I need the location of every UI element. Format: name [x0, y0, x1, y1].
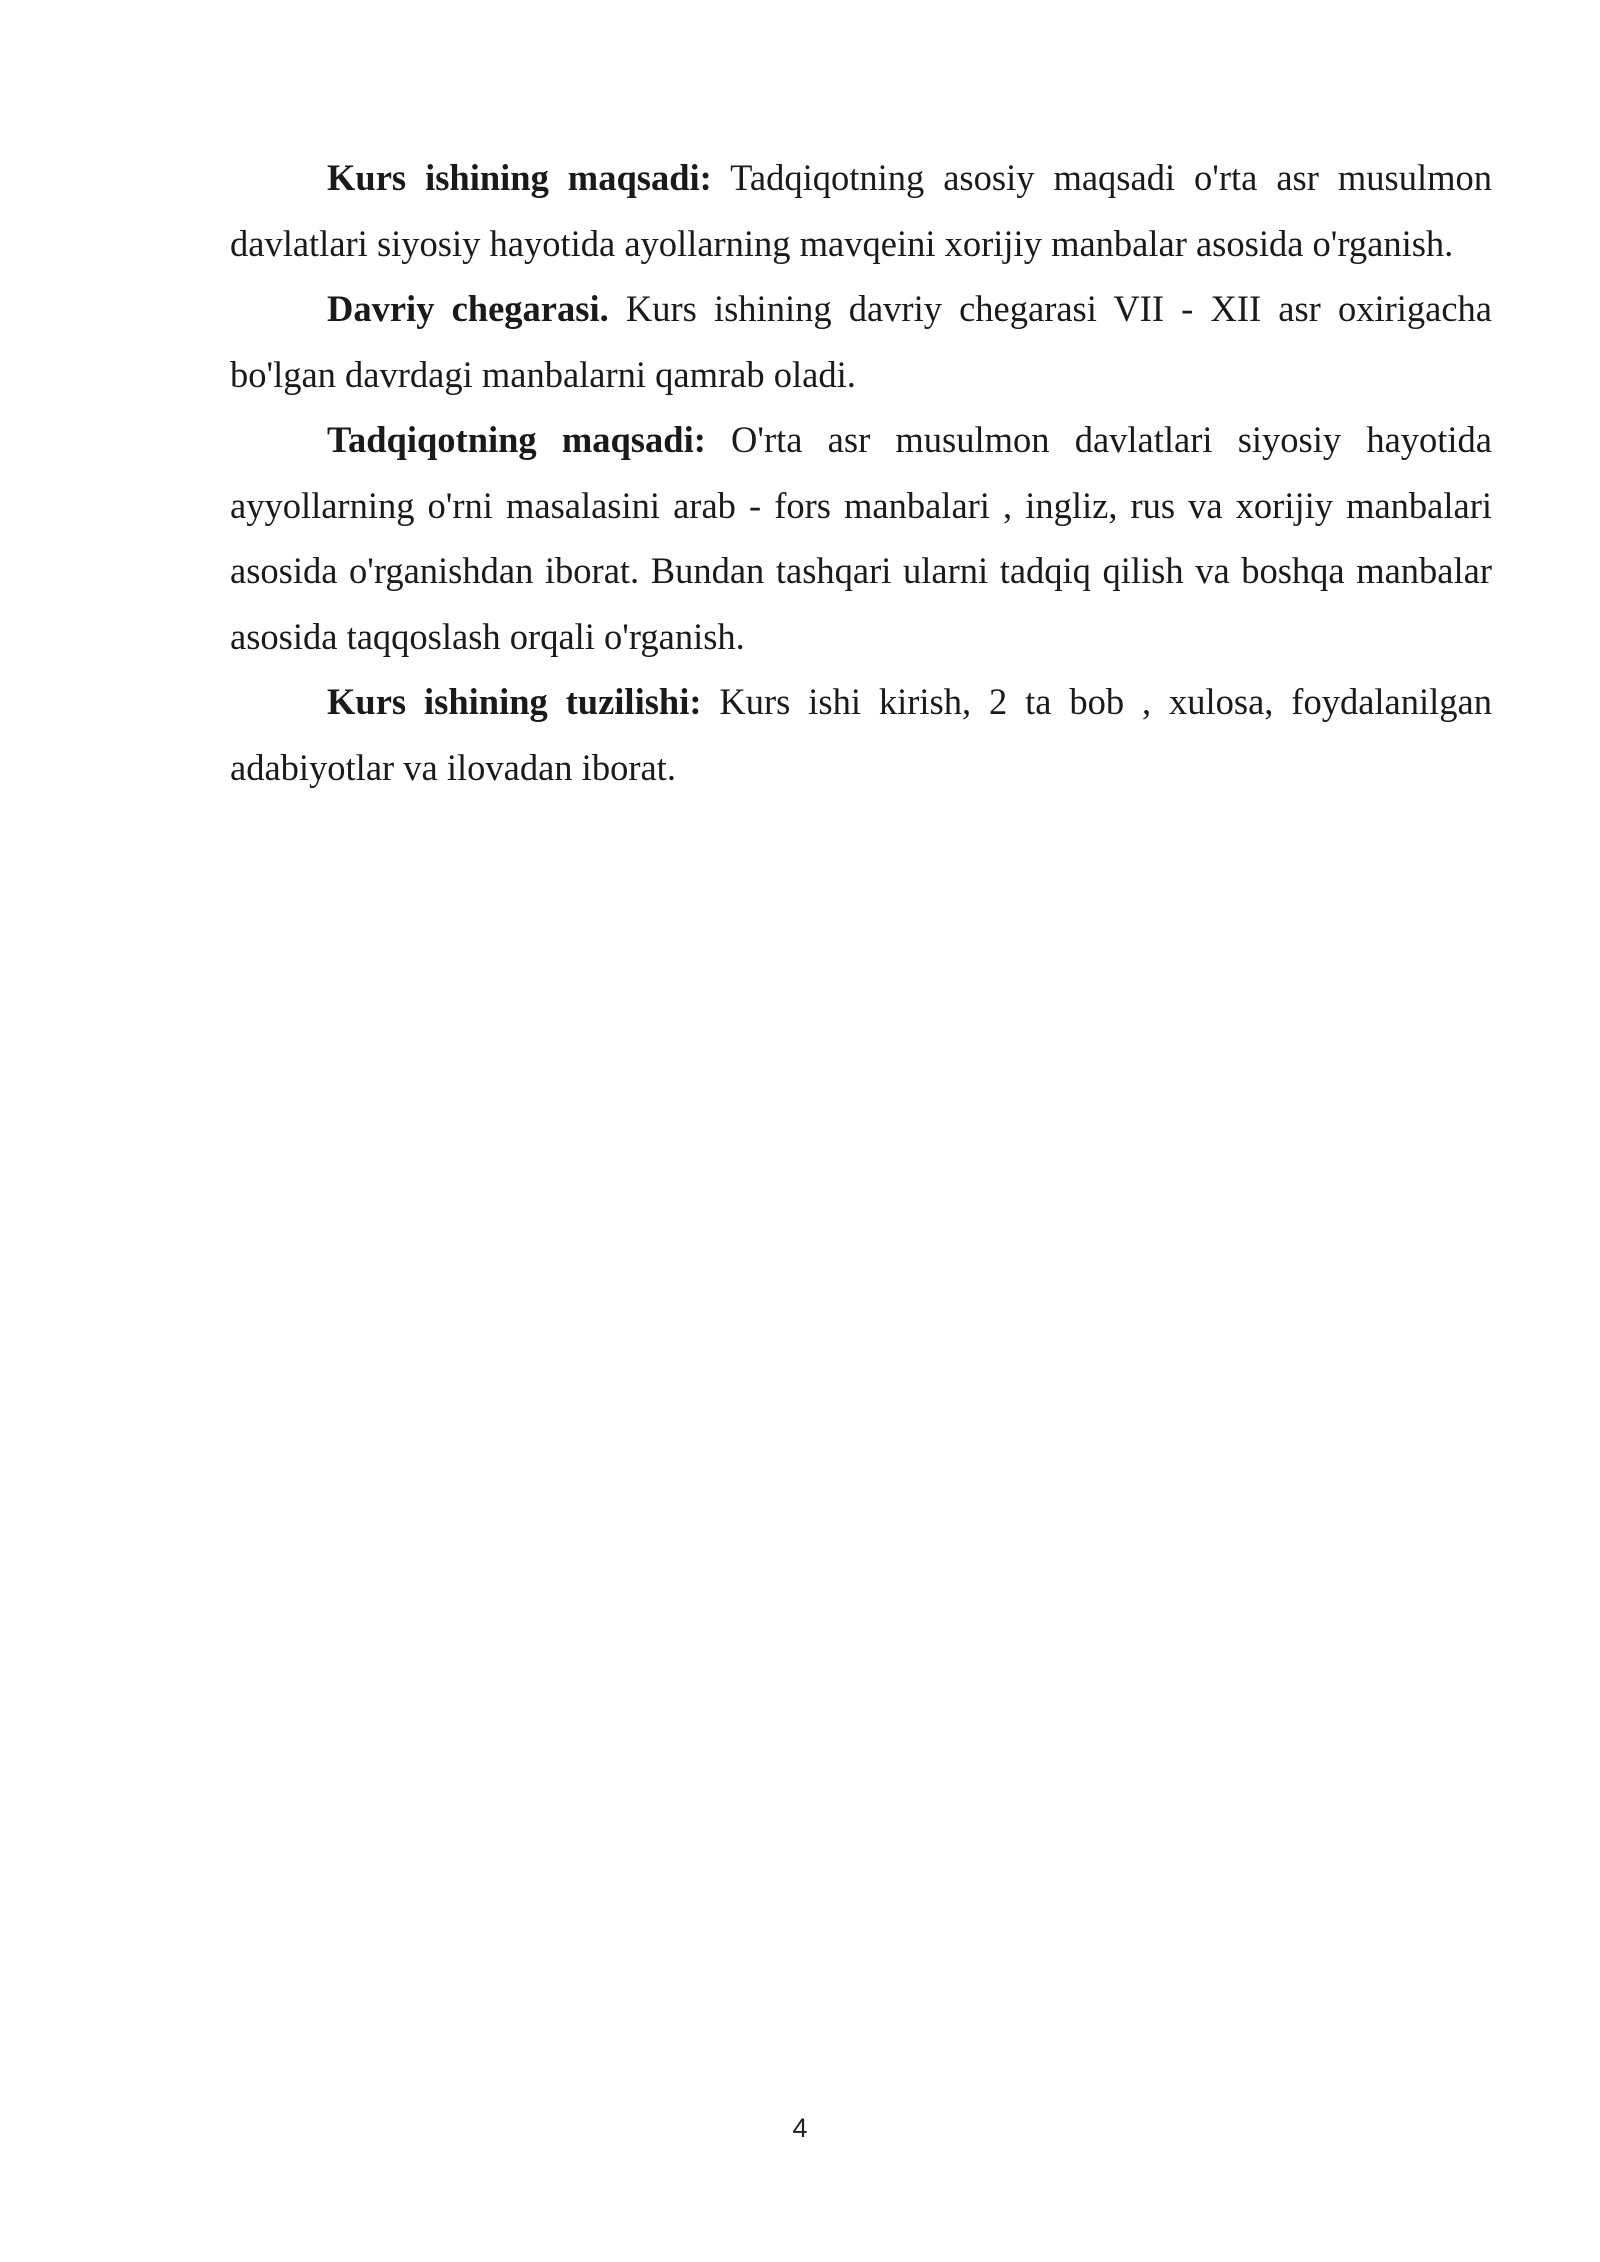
paragraph-heading: Tadqiqotning maqsadi:: [327, 419, 706, 460]
paragraph-text: Tadqiqotning asosiy maqsadi o'rta asr musulmon davlatlari siyosiy hayotida ayollarning mavqeini xorijiy manbalar asosida o'rganish.: [230, 157, 1493, 264]
document-body: [230, 145, 1492, 800]
paragraph-heading: Kurs ishining tuzilishi:: [327, 681, 702, 722]
paragraph-period-scope: [230, 276, 1492, 407]
paragraph-heading: Davriy chegarasi.: [327, 288, 609, 329]
paragraph-text: Kurs ishi kirish, 2 ta bob , xulosa, foydalanilgan adabiyotlar va ilovadan iborat.: [230, 681, 1492, 788]
paragraph-structure: [230, 669, 1492, 800]
paragraph-research-goal: [230, 407, 1492, 669]
paragraph-text: Kurs ishining davriy chegarasi VII - XII asr oxirigacha bo'lgan davrdagi manbalarni qamrab oladi.: [230, 288, 1493, 395]
paragraph-course-goal: [230, 145, 1492, 276]
paragraph-heading: Kurs ishining maqsadi:: [327, 157, 712, 198]
paragraph-text: O'rta asr musulmon davlatlari siyosiy hayotida ayyollarning o'rni masalasini arab - fors manbalari , ingliz, rus va xorijiy manbalari asosida o'rganishdan iborat. Bundan tashqari ularni tadqiq qilish va boshqa manbalar asosida taqqoslash orqali o'rganish.: [230, 419, 1493, 657]
page-number: 4: [792, 2113, 808, 2143]
